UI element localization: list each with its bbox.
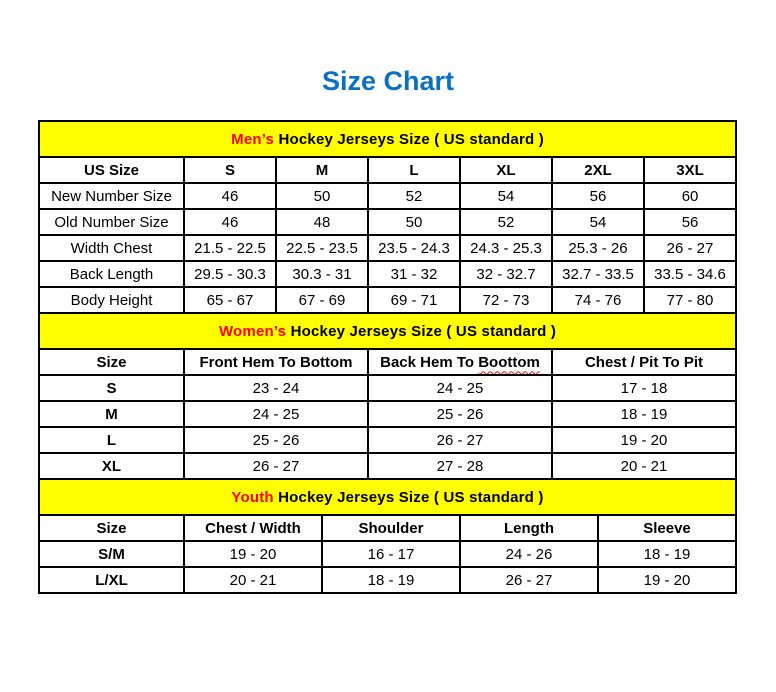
womens-banner-highlight: Women’s xyxy=(218,322,287,340)
size-value-cell: 25 - 26 xyxy=(184,427,368,453)
column-header: Size xyxy=(39,515,184,541)
size-value-cell: 33.5 - 34.6 xyxy=(644,261,736,287)
mens-header-row xyxy=(39,157,736,183)
size-value-cell: 74 - 76 xyxy=(552,287,644,313)
table-row xyxy=(39,235,736,261)
size-value-cell: 24 - 25 xyxy=(368,375,552,401)
row-label: L/XL xyxy=(39,567,184,593)
size-value-cell: 30.3 - 31 xyxy=(276,261,368,287)
column-header: M xyxy=(276,157,368,183)
column-header-text: Back Hem To xyxy=(380,353,479,371)
womens-banner-text: Hockey Jerseys Size ( US standard ) xyxy=(286,322,557,340)
size-value-cell: 50 xyxy=(276,183,368,209)
size-value-cell: 20 - 21 xyxy=(552,453,736,479)
column-header: 3XL xyxy=(644,157,736,183)
size-value-cell: 46 xyxy=(184,209,276,235)
row-label: Old Number Size xyxy=(39,209,184,235)
mens-banner-row xyxy=(39,121,736,157)
size-value-cell: 56 xyxy=(552,183,644,209)
table-row xyxy=(39,401,736,427)
size-value-cell: 19 - 20 xyxy=(552,427,736,453)
column-header: S xyxy=(184,157,276,183)
size-value-cell: 24 - 26 xyxy=(460,541,598,567)
table-row xyxy=(39,209,736,235)
size-value-cell: 16 - 17 xyxy=(322,541,460,567)
row-label: L xyxy=(39,427,184,453)
size-value-cell: 52 xyxy=(460,209,552,235)
womens-size-table xyxy=(38,312,737,480)
size-value-cell: 54 xyxy=(552,209,644,235)
misspelled-word: Boottom xyxy=(478,353,540,371)
size-value-cell: 56 xyxy=(644,209,736,235)
row-label: Width Chest xyxy=(39,235,184,261)
size-value-cell: 19 - 20 xyxy=(184,541,322,567)
size-value-cell: 18 - 19 xyxy=(598,541,736,567)
column-header: 2XL xyxy=(552,157,644,183)
size-value-cell: 32 - 32.7 xyxy=(460,261,552,287)
column-header xyxy=(368,349,552,375)
youth-banner-highlight: Youth xyxy=(231,488,274,506)
youth-size-table xyxy=(38,478,737,594)
row-label: S xyxy=(39,375,184,401)
column-header: US Size xyxy=(39,157,184,183)
size-value-cell: 27 - 28 xyxy=(368,453,552,479)
table-row xyxy=(39,183,736,209)
column-header: L xyxy=(368,157,460,183)
youth-banner xyxy=(39,479,736,515)
column-header: Front Hem To Bottom xyxy=(184,349,368,375)
size-value-cell: 46 xyxy=(184,183,276,209)
size-value-cell: 26 - 27 xyxy=(184,453,368,479)
mens-banner xyxy=(39,121,736,157)
youth-header-row xyxy=(39,515,736,541)
size-value-cell: 60 xyxy=(644,183,736,209)
size-value-cell: 23 - 24 xyxy=(184,375,368,401)
size-value-cell: 19 - 20 xyxy=(598,567,736,593)
youth-banner-text: Hockey Jerseys Size ( US standard ) xyxy=(273,488,544,506)
size-value-cell: 23.5 - 24.3 xyxy=(368,235,460,261)
size-value-cell: 25 - 26 xyxy=(368,401,552,427)
column-header: Size xyxy=(39,349,184,375)
size-chart-tables xyxy=(38,120,735,594)
mens-size-table xyxy=(38,120,737,314)
size-value-cell: 52 xyxy=(368,183,460,209)
size-value-cell: 32.7 - 33.5 xyxy=(552,261,644,287)
table-row xyxy=(39,287,736,313)
table-row xyxy=(39,427,736,453)
size-value-cell: 67 - 69 xyxy=(276,287,368,313)
size-value-cell: 48 xyxy=(276,209,368,235)
mens-banner-text: Hockey Jerseys Size ( US standard ) xyxy=(274,130,544,148)
row-label: XL xyxy=(39,453,184,479)
table-row xyxy=(39,567,736,593)
size-value-cell: 26 - 27 xyxy=(460,567,598,593)
size-value-cell: 54 xyxy=(460,183,552,209)
size-value-cell: 26 - 27 xyxy=(644,235,736,261)
table-row xyxy=(39,375,736,401)
youth-banner-row xyxy=(39,479,736,515)
size-value-cell: 24 - 25 xyxy=(184,401,368,427)
column-header: Sleeve xyxy=(598,515,736,541)
size-value-cell: 31 - 32 xyxy=(368,261,460,287)
size-value-cell: 25.3 - 26 xyxy=(552,235,644,261)
page-title: Size Chart xyxy=(321,66,455,96)
table-row xyxy=(39,541,736,567)
womens-banner-row xyxy=(39,313,736,349)
size-value-cell: 21.5 - 22.5 xyxy=(184,235,276,261)
size-value-cell: 17 - 18 xyxy=(552,375,736,401)
size-value-cell: 18 - 19 xyxy=(552,401,736,427)
column-header: XL xyxy=(460,157,552,183)
column-header: Chest / Width xyxy=(184,515,322,541)
womens-banner xyxy=(39,313,736,349)
column-header: Length xyxy=(460,515,598,541)
row-label: M xyxy=(39,401,184,427)
size-value-cell: 24.3 - 25.3 xyxy=(460,235,552,261)
row-label: S/M xyxy=(39,541,184,567)
row-label: Body Height xyxy=(39,287,184,313)
size-value-cell: 69 - 71 xyxy=(368,287,460,313)
size-value-cell: 20 - 21 xyxy=(184,567,322,593)
row-label: Back Length xyxy=(39,261,184,287)
size-value-cell: 50 xyxy=(368,209,460,235)
size-value-cell: 26 - 27 xyxy=(368,427,552,453)
size-value-cell: 77 - 80 xyxy=(644,287,736,313)
size-value-cell: 22.5 - 23.5 xyxy=(276,235,368,261)
size-value-cell: 65 - 67 xyxy=(184,287,276,313)
row-label: New Number Size xyxy=(39,183,184,209)
size-value-cell: 29.5 - 30.3 xyxy=(184,261,276,287)
table-row xyxy=(39,453,736,479)
womens-header-row xyxy=(39,349,736,375)
size-value-cell: 18 - 19 xyxy=(322,567,460,593)
column-header: Chest / Pit To Pit xyxy=(552,349,736,375)
size-value-cell: 72 - 73 xyxy=(460,287,552,313)
mens-banner-highlight: Men’s xyxy=(231,130,275,148)
table-row xyxy=(39,261,736,287)
column-header: Shoulder xyxy=(322,515,460,541)
